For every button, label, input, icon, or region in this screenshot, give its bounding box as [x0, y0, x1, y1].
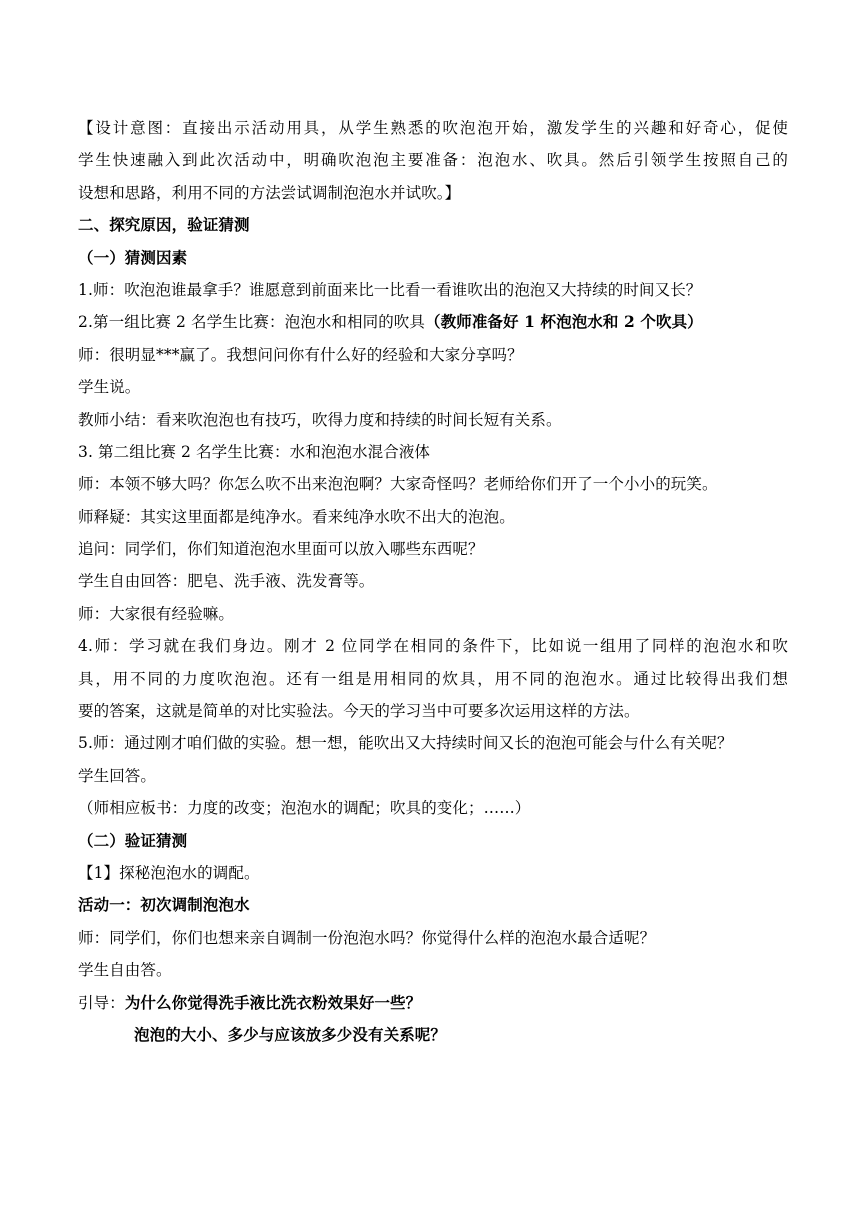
bold-text: （二）验证猜测 — [78, 830, 188, 850]
body-text: 引导： — [78, 993, 125, 1012]
body-text: 要的答案，这就是简单的对比实验法。今天的学习当中可要多次运用这样的方法。 — [78, 702, 640, 721]
body-text: 师释疑：其实这里面都是纯净水。看来纯净水吹不出大的泡泡。 — [78, 507, 515, 526]
body-text: 具，用不同的力度吹泡泡。还有一组是用相同的炊具，用不同的泡泡水。通过比较得出我们想 — [78, 669, 788, 688]
bold-text: （教师准备好 1 杯泡泡水和 2 个吹具） — [425, 312, 703, 332]
body-text: 学生自由答。 — [78, 961, 172, 980]
bold-text: 为什么你觉得洗手液比洗衣粉效果好一些？ — [124, 992, 422, 1012]
text-line — [78, 598, 788, 630]
text-line — [78, 144, 788, 176]
text-line — [78, 857, 788, 889]
body-text: 学生自由回答：肥皂、洗手液、洗发膏等。 — [78, 572, 375, 591]
body-text: 学生快速融入到此次活动中，明确吹泡泡主要准备：泡泡水、吹具。然后引领学生按照自己的 — [78, 151, 788, 170]
body-text: 3. 第二组比赛 2 名学生比赛：水和泡泡水混合液体 — [78, 442, 431, 461]
text-line — [78, 695, 788, 727]
body-text: 师：本领不够大吗？你怎么吹不出来泡泡啊？大家奇怪吗？老师给你们开了一个小小的玩笑。 — [78, 475, 718, 494]
text-line — [78, 306, 788, 338]
bold-text: 泡泡的大小、多少与应该放多少没有关系呢？ — [134, 1024, 447, 1044]
text-line — [78, 209, 788, 241]
body-text: 师：同学们，你们也想来亲自调制一份泡泡水吗？你觉得什么样的泡泡水最合适呢？ — [78, 928, 656, 947]
body-text: 追问：同学们，你们知道泡泡水里面可以放入哪些东西呢？ — [78, 540, 484, 559]
body-text: 4.师：学习就在我们身边。刚才 2 位同学在相同的条件下，比如说一组用了同样的泡泡水和吹 — [78, 637, 788, 656]
text-line — [78, 112, 788, 144]
text-line — [78, 468, 788, 500]
text-line — [78, 404, 788, 436]
text-line — [78, 501, 788, 533]
document-page — [78, 112, 788, 1051]
body-text: 学生说。 — [78, 378, 141, 397]
bold-text: （一）猜测因素 — [78, 247, 188, 267]
body-text: 设想和思路，利用不同的方法尝试调制泡泡水并试吹。】 — [78, 183, 461, 202]
text-line — [78, 663, 788, 695]
text-line — [78, 987, 788, 1019]
body-text: 【设计意图：直接出示活动用具，从学生熟悉的吹泡泡开始，激发学生的兴趣和好奇心，促使 — [78, 119, 788, 137]
body-text: 【1】探秘泡泡水的调配。 — [78, 863, 260, 882]
text-line — [78, 242, 788, 274]
text-line — [78, 727, 788, 759]
text-line — [78, 889, 788, 921]
text-line — [78, 792, 788, 824]
body-text: 师：大家很有经验嘛。 — [78, 604, 235, 623]
bold-text: 二、探究原因，验证猜测 — [78, 215, 250, 235]
body-text: （师相应板书：力度的改变；泡泡水的调配；吹具的变化；……） — [78, 799, 531, 818]
text-line — [78, 533, 788, 565]
text-line — [78, 825, 788, 857]
text-line — [78, 274, 788, 306]
text-line — [78, 630, 788, 662]
text-line — [78, 339, 788, 371]
text-line — [78, 177, 788, 209]
text-line — [78, 922, 788, 954]
body-text: 教师小结：看来吹泡泡也有技巧，吹得力度和持续的时间长短有关系。 — [78, 410, 562, 429]
text-line — [78, 954, 788, 986]
body-text: 1.师：吹泡泡谁最拿手？谁愿意到前面来比一比看一看谁吹出的泡泡又大持续的时间又长？ — [78, 280, 702, 299]
body-text: 5.师：通过刚才咱们做的实验。想一想，能吹出又大持续时间又长的泡泡可能会与什么有关呢？ — [78, 734, 733, 753]
text-line — [78, 371, 788, 403]
body-text: 学生回答。 — [78, 766, 157, 785]
text-line — [78, 565, 788, 597]
text-line — [78, 760, 788, 792]
text-line — [78, 1019, 788, 1051]
body-text: 2.第一组比赛 2 名学生比赛：泡泡水和相同的吹具 — [78, 313, 426, 332]
text-line — [78, 436, 788, 468]
bold-text: 活动一：初次调制泡泡水 — [78, 895, 250, 915]
body-text: 师：很明显***赢了。我想问问你有什么好的经验和大家分享吗？ — [78, 345, 523, 364]
